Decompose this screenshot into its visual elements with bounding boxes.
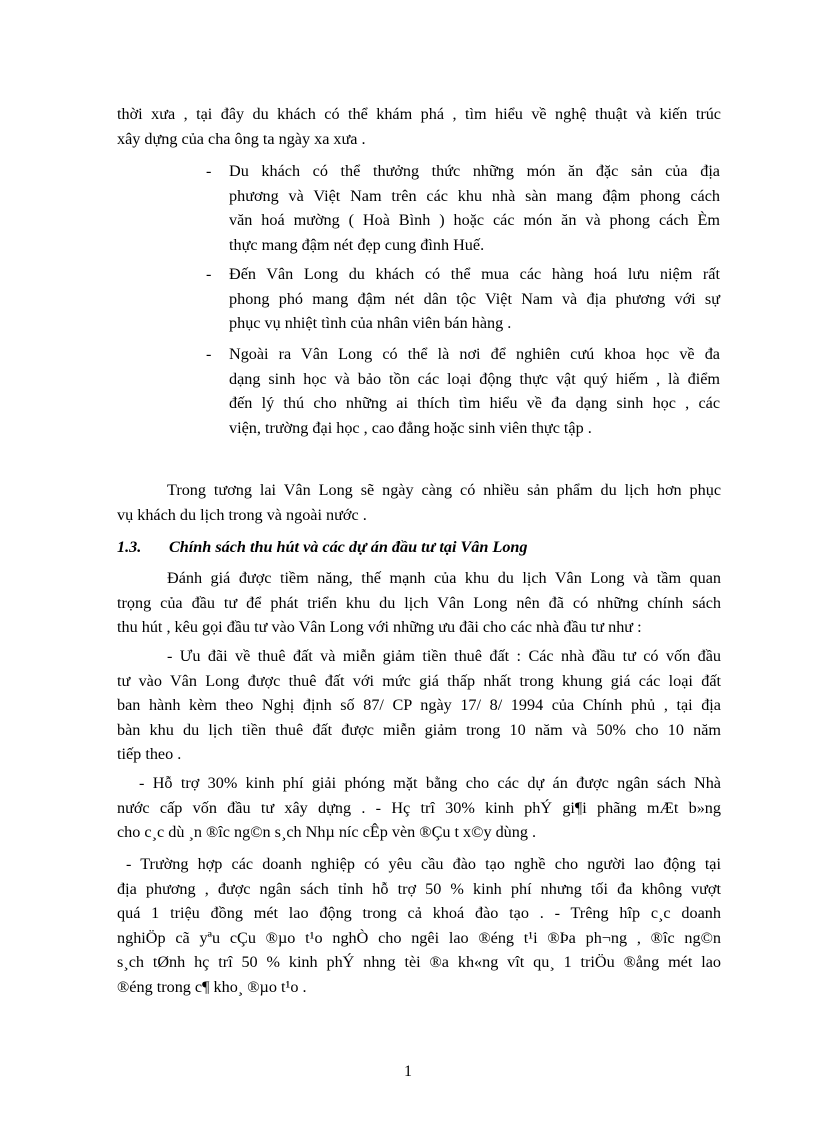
land-incentive-paragraph — [117, 644, 721, 767]
training-paragraph — [117, 852, 721, 1000]
training-line: quá 1 triệu đồng mét lao động trong cả khoá đào tạo . - Trêng hîp c¸c doanh — [117, 904, 721, 923]
future-paragraph — [117, 478, 721, 527]
assessment-line: thu hút , kêu gọi đầu tư vào Vân Long với những ưu đãi cho các nhà đầu tư như : — [117, 618, 642, 637]
section-heading — [117, 535, 721, 559]
training-line: ®éng trong c¶ kho¸ ®µo t¹o . — [117, 977, 307, 996]
bullet-line: phương và Việt Nam trên các khu nhà sàn mang đậm phong cách — [229, 186, 720, 205]
assessment-line: trọng của đầu tư để phát triển khu du lịch Vân Long nên đã có những chính sách — [117, 593, 721, 612]
bullet-line: phong phó mang đậm nét dân tộc Việt Nam và địa phương với sự — [229, 289, 720, 308]
bullet-dash: - — [206, 345, 212, 363]
bullet-dash: - — [206, 265, 212, 283]
support-line: - Hỗ trợ 30% kinh phí giải phóng mặt bằng cho các dự án được ngân sách Nhà — [139, 774, 721, 792]
training-line: s¸ch tØnh hç trî 50 % kinh phÝ nhng tèi ®a kh«ng vît qu¸ 1 triÖu ®ång mét lao — [117, 953, 721, 972]
land-line: - Ưu đãi về thuê đất và miễn giảm tiền thuê đất : Các nhà đầu tư có vốn đầu — [167, 647, 721, 665]
bullet-line: đến lý thú cho những ai thích tìm hiểu về đa dạng sinh học , các — [229, 394, 720, 413]
bullet-line: Du khách có thể thưởng thức những món ăn đặc sản của địa — [229, 162, 720, 180]
future-line: vụ khách du lịch trong và ngoài nước . — [117, 505, 367, 524]
support-line: cho c¸c dù ¸n ®îc ng©n s¸ch Nhµ níc cÊp vèn ®Çu t x©y dùng . — [117, 823, 537, 842]
bullet-line: Đến Vân Long du khách có thể mua các hàng hoá lưu niệm rất — [229, 265, 720, 283]
intro-paragraph — [117, 102, 721, 151]
assessment-paragraph — [117, 566, 721, 640]
intro-line: thời xưa , tại đây du khách có thể khám phá , tìm hiểu về nghệ thuật và kiến trúc — [117, 105, 721, 123]
page-number: 1 — [404, 1063, 412, 1080]
section-title: Chính sách thu hút và các dự án đầu tư tại Vân Long — [169, 538, 528, 556]
bullet-line: dạng sinh học và bảo tồn các loại động thực vật quý hiếm , là điểm — [229, 369, 720, 388]
training-line: - Trường hợp các doanh nghiệp có yêu cầu đào tạo nghề cho người lao động tại — [126, 855, 721, 873]
intro-line: xây dựng của cha ông ta ngày xa xưa . — [117, 129, 366, 148]
bullet-line: viện, trường đại học , cao đẳng hoặc sinh viên thực tập . — [229, 418, 592, 437]
bullet-line: phục vụ nhiệt tình của nhân viên bán hàng . — [229, 314, 512, 333]
land-line: ban hành kèm theo Nghị định số 87/ CP ngày 17/ 8/ 1994 của Chính phủ , tại địa — [117, 696, 721, 715]
land-line: bàn khu du lịch tiền thuê đất được miễn giảm trong 10 năm và 50% cho 10 năm — [117, 720, 721, 739]
support-paragraph — [117, 771, 721, 845]
land-line: tiếp theo . — [117, 745, 182, 764]
bullet-line: văn hoá mường ( Hoà Bình ) hoặc các món ăn và phong cách Èm — [229, 211, 720, 230]
training-line: địa phương , được ngân sách tỉnh hỗ trợ 50 % kinh phí nhưng tối đa không vượt — [117, 879, 721, 898]
training-line: nghiÖp cã yªu cÇu ®µo t¹o nghÒ cho ngêi lao ®éng t¹i ®Þa ph¬ng , ®îc ng©n — [117, 928, 721, 947]
section-number: 1.3. — [117, 538, 142, 556]
land-line: tư vào Vân Long được thuê đất với mức giá thấp nhất trong khung giá các loại đất — [117, 671, 721, 690]
bullet-paragraph-research — [229, 342, 720, 440]
bullet-line: thực mang đậm nét đẹp cung đình Huế. — [229, 235, 485, 254]
assessment-line: Đánh giá được tiềm năng, thế mạnh của khu du lịch Vân Long và tầm quan — [167, 569, 721, 587]
bullet-paragraph-food — [229, 159, 720, 257]
bullet-paragraph-souvenirs — [229, 262, 720, 336]
support-line: nước cấp vốn đầu tư xây dựng . - Hç trî 30% kinh phÝ gi¶i phãng mÆt b»ng — [117, 798, 721, 817]
bullet-line: Ngoài ra Vân Long có thể là nơi để nghiên cưú khoa học về đa — [229, 345, 720, 363]
bullet-dash: - — [206, 162, 212, 180]
future-line: Trong tương lai Vân Long sẽ ngày càng có nhiều sản phẩm du lịch hơn phục — [167, 481, 721, 499]
